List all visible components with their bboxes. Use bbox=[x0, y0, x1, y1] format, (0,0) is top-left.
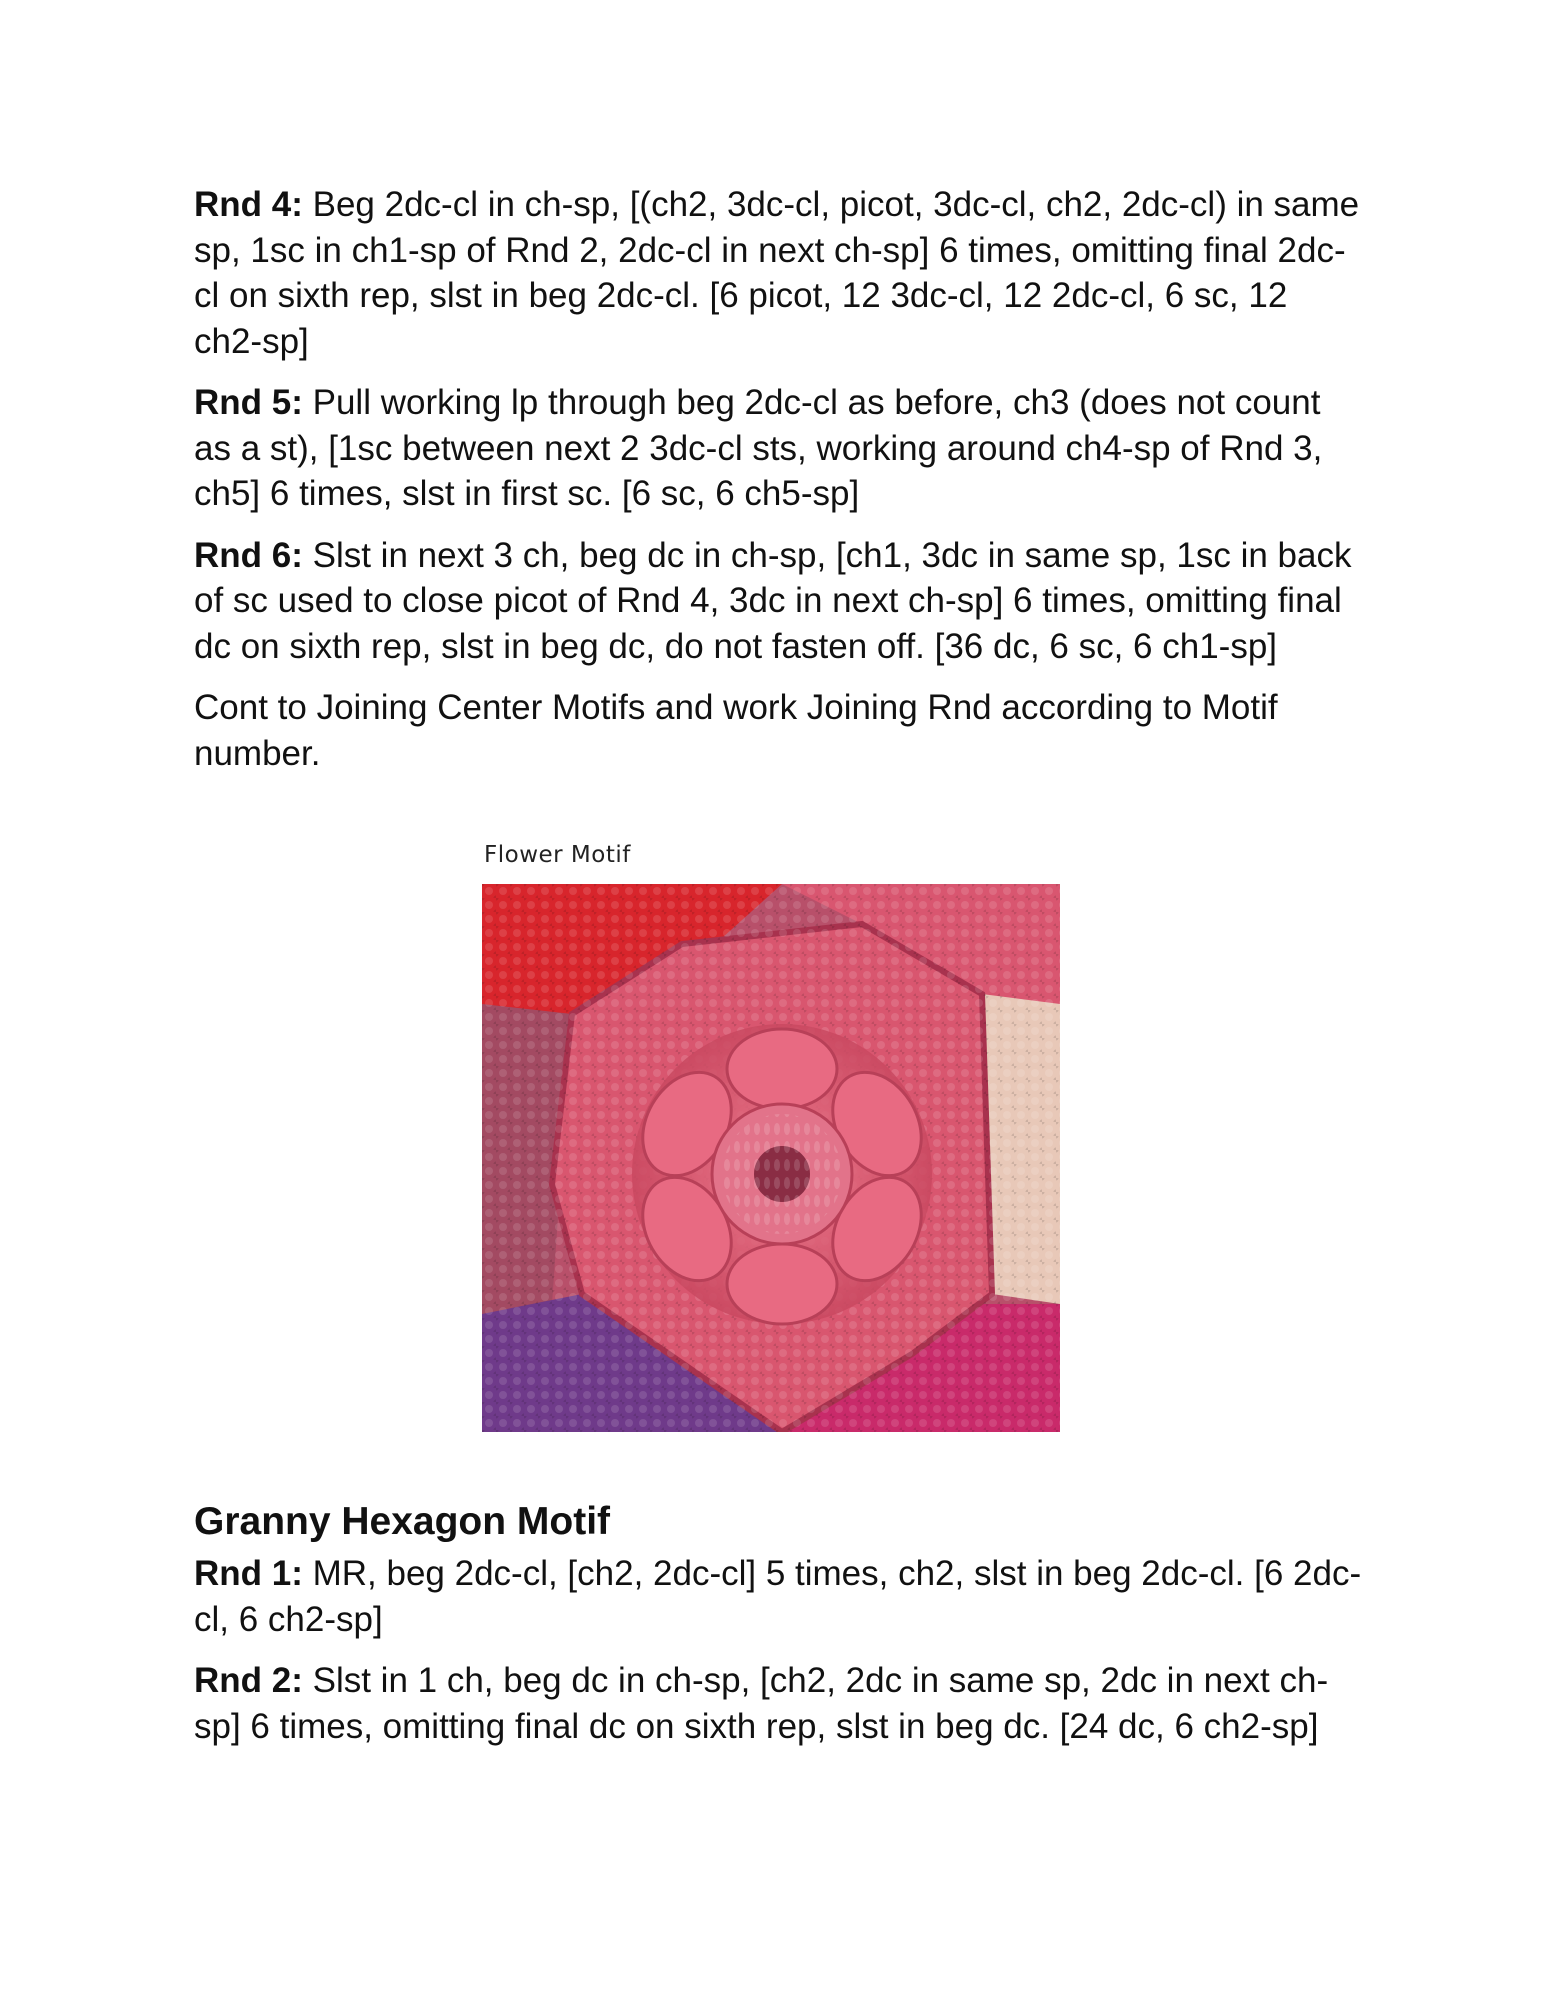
section-heading: Granny Hexagon Motif bbox=[194, 1500, 611, 1543]
granny-hexagon-section bbox=[194, 1497, 1364, 1765]
flower-motif-figure bbox=[482, 842, 1060, 1432]
rnd-label: Rnd 2: bbox=[194, 1661, 303, 1700]
rnd-text: Slst in 1 ch, beg dc in ch-sp, [ch2, 2dc in same sp, 2dc in next ch-sp] 6 times, omitting final dc on sixth rep, slst in beg dc. [24 dc, 6 ch2-sp] bbox=[194, 1661, 1329, 1746]
rnd-text: Slst in next 3 ch, beg dc in ch-sp, [ch1, 3dc in same sp, 1sc in back of sc used to close picot of Rnd 4, 3dc in next ch-sp] 6 times, omitting final dc on sixth rep, slst in beg dc, do not fasten off. [36 dc, 6 sc, 6 ch1-sp] bbox=[194, 535, 1352, 666]
rnd-label: Rnd 6: bbox=[194, 535, 303, 575]
rnd-text: Beg 2dc-cl in ch-sp, [(ch2, 3dc-cl, picot, 3dc-cl, ch2, 2dc-cl) in same sp, 1sc in ch1-sp of Rnd 2, 2dc-cl in next ch-sp] 6 times, omitting final 2dc-cl on sixth rep, slst in beg 2dc-cl. [6 picot, 12 3dc-cl, 12 2dc-cl, 6 sc, 12 ch2-sp] bbox=[194, 185, 1360, 361]
pattern-text-top bbox=[194, 182, 1364, 792]
rnd-4-paragraph bbox=[194, 182, 1364, 364]
rnd-1-paragraph bbox=[194, 1551, 1364, 1642]
rnd-6-paragraph bbox=[194, 533, 1364, 670]
figure-caption: Flower Motif bbox=[484, 842, 631, 868]
rnd-label: Rnd 4: bbox=[194, 185, 303, 224]
crochet-flower-hexagon-photo-icon bbox=[482, 884, 1060, 1432]
note-text: Cont to Joining Center Motifs and work Joining Rnd according to Motif number. bbox=[194, 688, 1278, 773]
rnd-label: Rnd 5: bbox=[194, 383, 303, 422]
rnd-text: MR, beg 2dc-cl, [ch2, 2dc-cl] 5 times, ch2, slst in beg 2dc-cl. [6 2dc-cl, 6 ch2-sp] bbox=[194, 1554, 1362, 1639]
rnd-5-paragraph bbox=[194, 380, 1364, 517]
continue-note bbox=[194, 685, 1364, 776]
rnd-text: Pull working lp through beg 2dc-cl as before, ch3 (does not count as a st), [1sc between next 2 3dc-cl sts, working around ch4-sp of Rnd 3, ch5] 6 times, slst in first sc. [6 sc, 6 ch5-sp] bbox=[194, 383, 1323, 513]
rnd-2-paragraph bbox=[194, 1658, 1364, 1749]
rnd-label: Rnd 1: bbox=[194, 1554, 303, 1593]
